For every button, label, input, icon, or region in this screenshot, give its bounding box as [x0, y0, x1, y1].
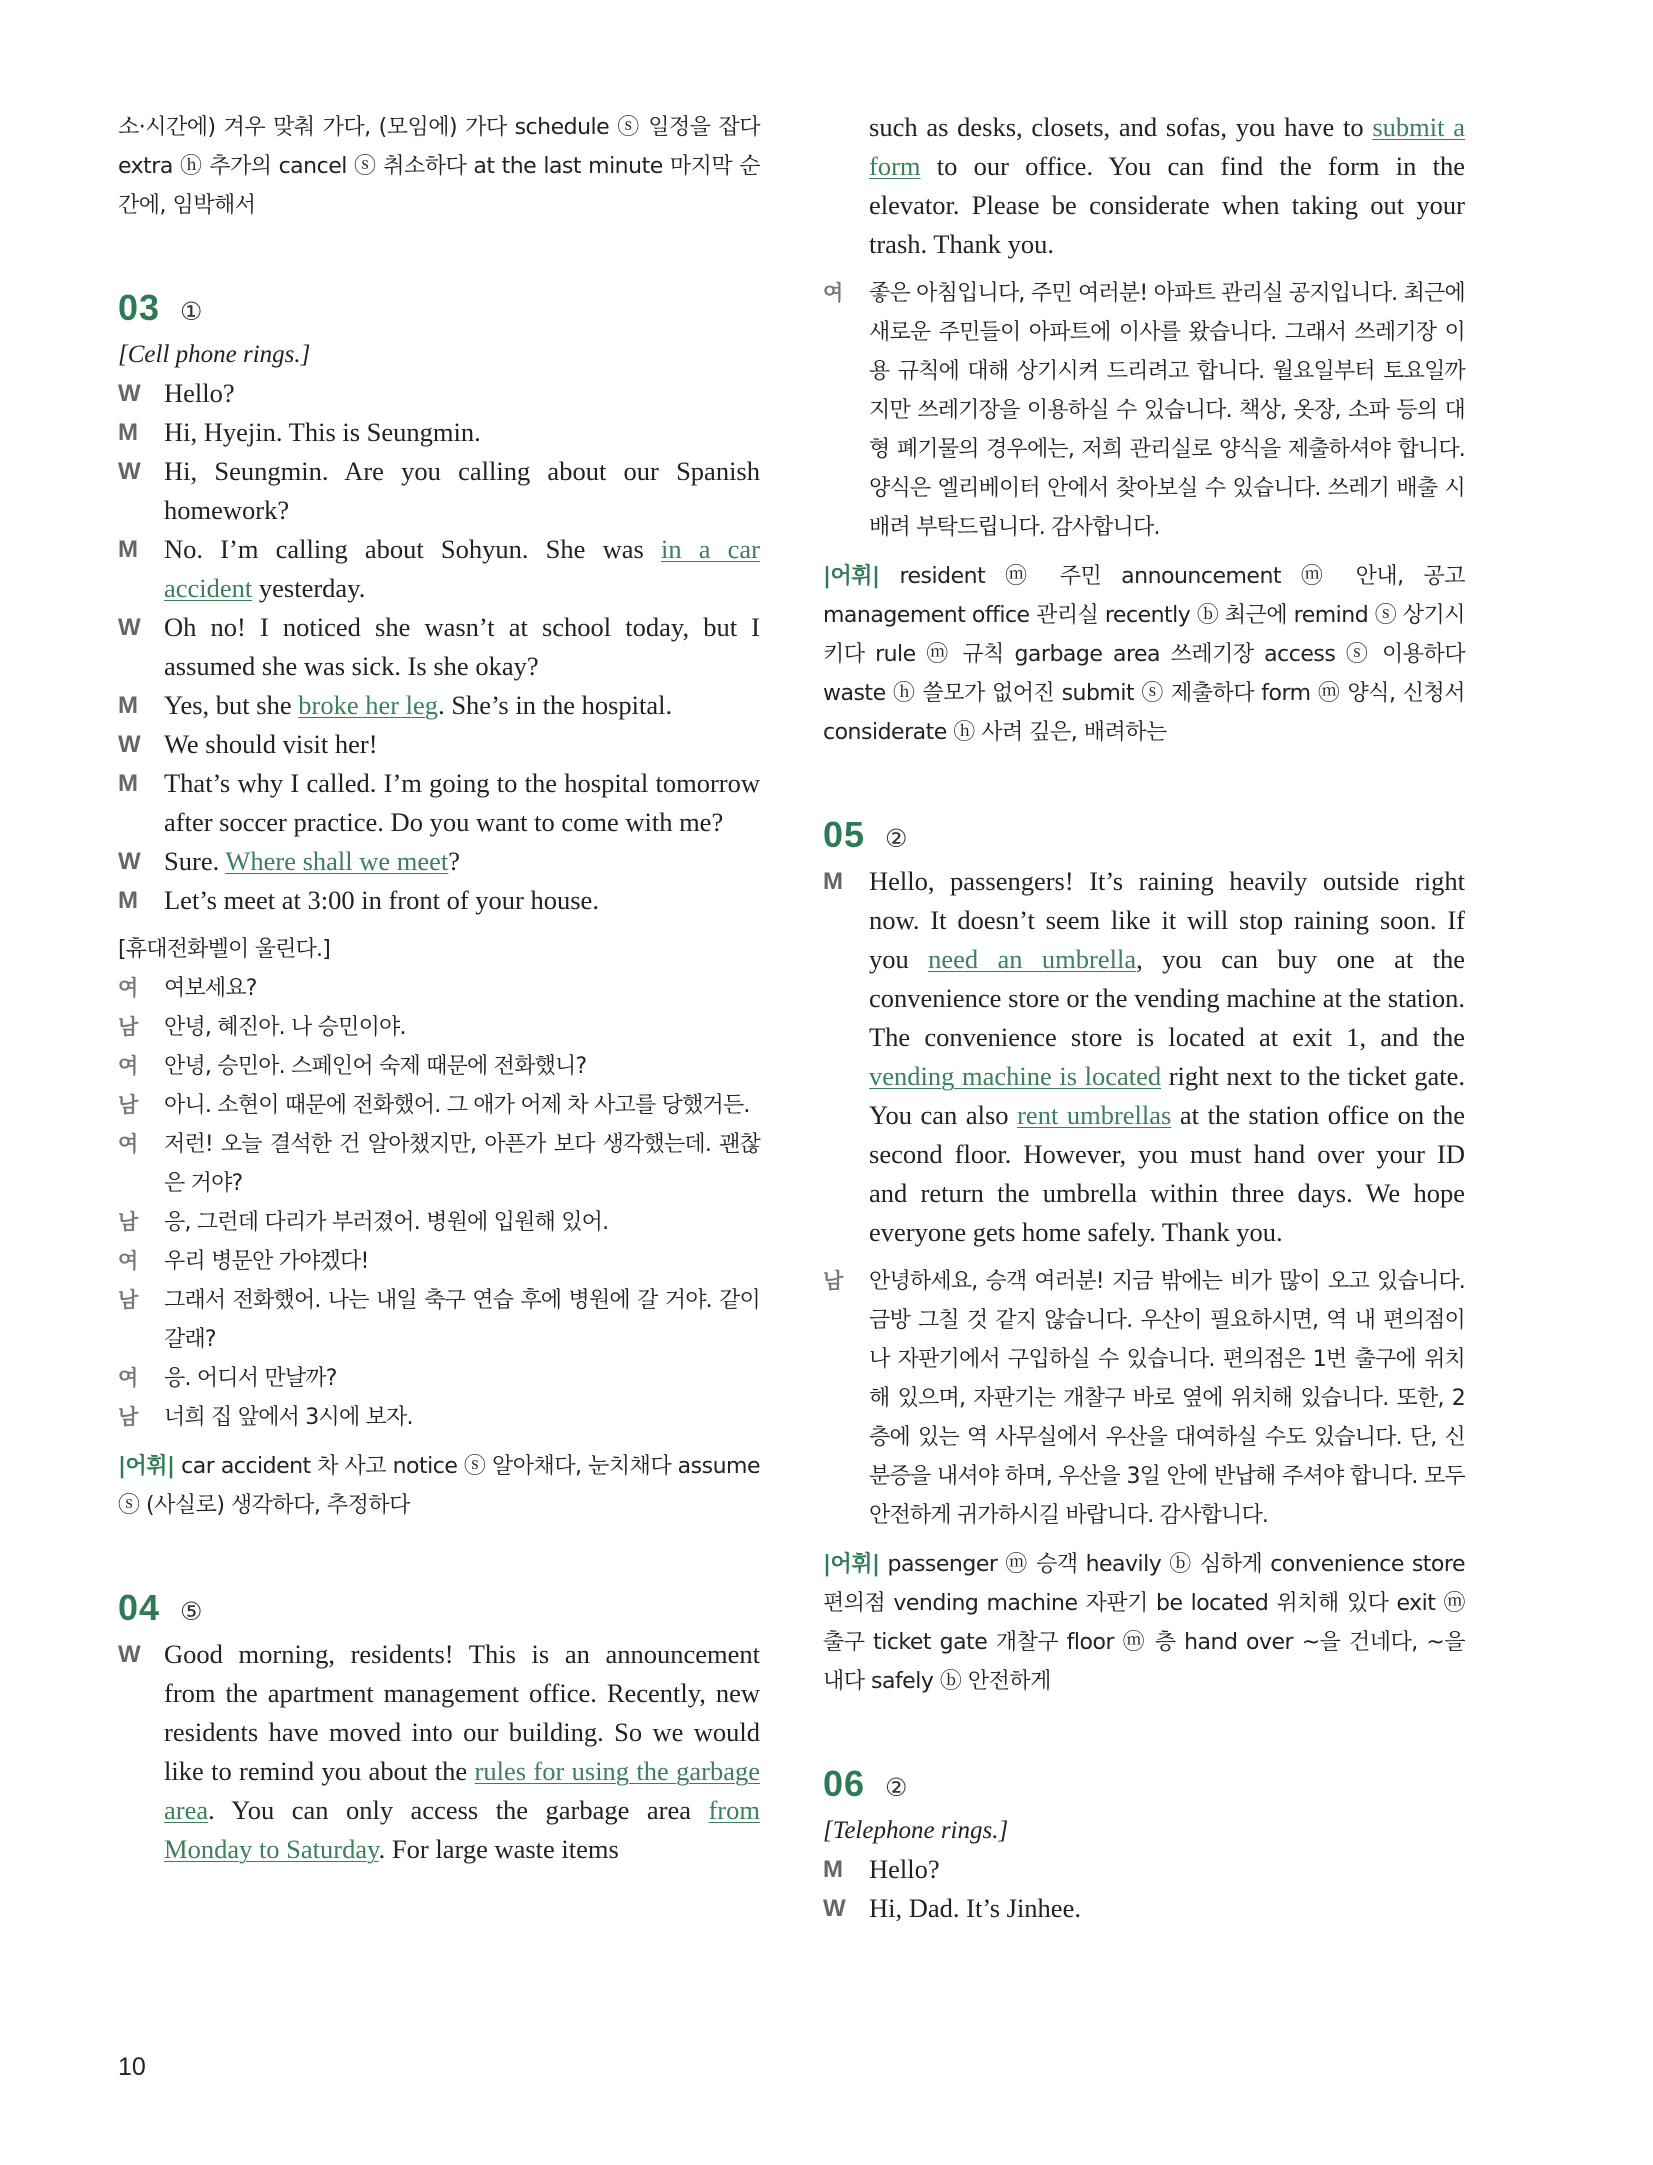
line-text — [164, 686, 760, 725]
section-number: 05 — [823, 814, 866, 855]
dialogue-line — [823, 1850, 1465, 1889]
dialogue-line-ko — [118, 1359, 760, 1398]
key-phrase: submit a form — [869, 112, 1465, 181]
dialogue-line — [118, 686, 760, 725]
line-text-ko: 안녕, 혜진아. 나 승민이야. — [164, 1015, 406, 1040]
vocab-box-03 — [118, 1447, 760, 1525]
section-number: 03 — [118, 287, 161, 328]
key-phrase: broke her leg — [298, 690, 439, 720]
dialogue-line — [118, 842, 760, 881]
speaker-label-ko: 남 — [823, 1269, 843, 1293]
section-03-header — [118, 287, 760, 329]
dialogue-line-ko — [118, 969, 760, 1008]
text-run: , you can buy one at the convenience store or the vending machine at the station. The convenience store is located at exit 1, and the — [869, 944, 1465, 1052]
speaker-label-ko: 여 — [118, 976, 138, 1000]
speaker-label: W — [118, 731, 141, 758]
speaker-label-ko: 남 — [118, 1015, 138, 1039]
line-text-ko: 안녕, 승민아. 스페인어 숙제 때문에 전화했니? — [164, 1054, 587, 1079]
key-phrase: in a car accident — [164, 534, 760, 603]
line-text-ko: 아니. 소현이 때문에 전화했어. 그 애가 어제 차 사고를 당했거든. — [164, 1093, 750, 1118]
line-text: Oh no! I noticed she wasn’t at school today, but I assumed she was sick. Is she okay? — [164, 612, 760, 681]
vocab-box-04 — [823, 557, 1465, 752]
speaker-label-ko: 여 — [118, 1366, 138, 1390]
announcement-05-ko — [823, 1262, 1465, 1535]
line-text: Hi, Hyejin. This is Seungmin. — [164, 417, 481, 447]
translation-text: 안녕하세요, 승객 여러분! 지금 밖에는 비가 많이 오고 있습니다. 금방 그칠 것 같지 않습니다. 우산이 필요하시면, 역 내 편의점이나 자판기에서 구입하실 수 있습니다. 편의점은 1번 출구에 위치해 있으며, 자판기는 개찰구 바로 옆에 위치해 있습니다. 또한, 2층에 있는 역 사무실에서 우산을 대여하실 수도 있습니다. 단, 신분증을 내셔야 하며, 우산을 3일 안에 반납해 주셔야 합니다. 모두 안전하게 귀가하시길 바랍니다. 감사합니다. — [869, 1269, 1465, 1528]
speaker-label: M — [823, 1856, 843, 1883]
text-run: . For large waste items — [378, 1834, 619, 1864]
speaker-label-ko: 남 — [118, 1210, 138, 1234]
stage-direction: [Telephone rings.] — [823, 1817, 1009, 1844]
vocab-text: car accident 차 사고 notice ⓢ 알아채다, 눈치채다 assume ⓢ (사실로) 생각하다, 추정하다 — [118, 1454, 760, 1518]
left-column — [118, 108, 760, 1869]
dialogue-line — [118, 530, 760, 608]
dialogue-line — [118, 413, 760, 452]
line-text-ko: 여보세요? — [164, 976, 257, 1001]
key-phrase: need an umbrella — [928, 944, 1137, 974]
text-run: at the station office on the second floor. However, you must hand over your ID and return the umbrella within three days. We hope everyone gets home safely. Thank you. — [869, 1100, 1466, 1247]
speaker-label-ko: 여 — [118, 1054, 138, 1078]
speaker-label: M — [118, 887, 138, 914]
key-phrase: rent umbrellas — [1017, 1100, 1172, 1130]
vocab-label: |어휘| — [118, 1454, 175, 1479]
vocab-label: |어휘| — [823, 1552, 880, 1577]
text-run: . She’s in the hospital. — [438, 690, 673, 720]
vocab-text: resident ⓜ 주민 announcement ⓜ 안내, 공고 management office 관리실 recently ⓑ 최근에 remind ⓢ 상기시키다 rule ⓜ 규칙 garbage area 쓰레기장 access ⓢ 이용하다 waste ⓗ 쓸모가 없어진 submit ⓢ 제출하다 form ⓜ 양식, 신청서 considerate ⓗ 사려 깊은, 배려하는 — [823, 564, 1465, 745]
announcement-text — [869, 862, 1465, 1252]
line-text: Hello? — [869, 1854, 940, 1884]
text-run: Yes, but she — [164, 690, 299, 720]
speaker-label: M — [118, 692, 138, 719]
line-text: Hello? — [164, 378, 235, 408]
line-text-ko: 응, 그런데 다리가 부러졌어. 병원에 입원해 있어. — [164, 1210, 609, 1235]
right-column — [823, 108, 1465, 1928]
answer-mark: ⑤ — [180, 1597, 203, 1626]
answer-mark: ① — [180, 297, 203, 326]
speaker-label: M — [823, 868, 843, 895]
speaker-label: W — [118, 380, 141, 407]
key-phrase: rules for using the garbage area — [164, 1756, 760, 1825]
speaker-label: M — [118, 536, 138, 563]
line-text: Hi, Dad. It’s Jinhee. — [869, 1893, 1081, 1923]
dialogue-line-ko — [118, 1281, 760, 1359]
line-text — [164, 530, 760, 608]
text-run: Hello, passengers! It’s raining heavily outside right now. It doesn’t seem like it will stop raining soon. If you — [869, 866, 1465, 974]
dialogue-line — [823, 1889, 1465, 1928]
speaker-label-ko: 남 — [118, 1093, 138, 1117]
dialogue-line — [118, 764, 760, 842]
line-text-ko: 너희 집 앞에서 3시에 보자. — [164, 1405, 413, 1430]
dialogue-line — [118, 608, 760, 686]
line-text: We should visit her! — [164, 729, 378, 759]
dialogue-line-ko — [118, 1008, 760, 1047]
vocab-box-05 — [823, 1545, 1465, 1701]
translation-text: 좋은 아침입니다, 주민 여러분! 아파트 관리실 공지입니다. 최근에 새로운 주민들이 아파트에 이사를 왔습니다. 그래서 쓰레기장 이용 규칙에 대해 상기시켜 드리려고 합니다. 월요일부터 토요일까지만 쓰레기장을 이용하실 수 있습니다. 책상, 옷장, 소파 등의 대형 폐기물의 경우에는, 저희 관리실로 양식을 제출하셔야 합니다. 양식은 엘리베이터 안에서 찾아보실 수 있습니다. 쓰레기 배출 시 배려 부탁드립니다. 감사합니다. — [869, 281, 1465, 540]
line-text: Let’s meet at 3:00 in front of your house. — [164, 885, 599, 915]
speaker-label: M — [118, 419, 138, 446]
key-phrase: Where shall we meet — [225, 846, 449, 876]
vocab-text: passenger ⓜ 승객 heavily ⓑ 심하게 convenience store 편의점 vending machine 자판기 be located 위치해 있다 exit ⓜ 출구 ticket gate 개찰구 floor ⓜ 층 hand over ~을 건네다, ~을 내다 safely ⓑ 안전하게 — [823, 1552, 1465, 1694]
section-number: 06 — [823, 1763, 866, 1804]
line-text-ko: 우리 병문안 가야겠다! — [164, 1249, 369, 1274]
text-run: ? — [448, 846, 461, 876]
text-run: such as desks, closets, and sofas, you have to — [869, 112, 1373, 142]
dialogue-line — [118, 374, 760, 413]
speaker-label: M — [118, 770, 138, 797]
speaker-label-ko: 여 — [118, 1132, 138, 1156]
text-run: No. I’m calling about Sohyun. She was — [164, 534, 661, 564]
text-run: yesterday. — [252, 573, 366, 603]
dialogue-line-ko — [118, 1242, 760, 1281]
line-text — [164, 842, 760, 881]
speaker-label-ko: 여 — [118, 1249, 138, 1273]
page-number: 10 — [118, 2053, 146, 2081]
speaker-label: W — [118, 1641, 141, 1668]
dialogue-line — [118, 725, 760, 764]
dialogue-line-ko — [118, 1086, 760, 1125]
text-run: right next to the ticket gate. You can also — [869, 1061, 1465, 1130]
announcement-04-part2 — [823, 108, 1465, 264]
stage-direction: [Cell phone rings.] — [118, 341, 311, 368]
text-run: to our office. You can find the form in the elevator. Please be considerate when taking out your trash. Thank you. — [869, 151, 1465, 259]
carryover-vocab: 소·시간에) 겨우 맞춰 가다, (모임에) 가다 schedule ⓢ 일정을 잡다 extra ⓗ 추가의 cancel ⓢ 취소하다 at the last minute 마지막 순간에, 임박해서 — [118, 115, 760, 218]
text-run: Sure. — [164, 846, 226, 876]
text-run: . You can only access the garbage area — [208, 1795, 709, 1825]
dialogue-line-ko — [118, 1125, 760, 1203]
announcement-text — [164, 1635, 760, 1869]
speaker-label-ko: 여 — [823, 281, 843, 305]
section-06-header — [823, 1763, 1465, 1805]
announcement-04-ko — [823, 274, 1465, 547]
announcement-04-part1 — [118, 1635, 760, 1869]
text-run: Good morning, residents! This is an announcement from the apartment management office. Recently, new residents have moved into our building. So we would like to remind you about the — [164, 1639, 760, 1786]
speaker-label-ko: 남 — [118, 1288, 138, 1312]
line-text-ko: 저런! 오늘 결석한 건 알아챘지만, 아픈가 보다 생각했는데. 괜찮은 거야? — [164, 1132, 760, 1196]
answer-mark: ② — [885, 824, 908, 853]
speaker-label: W — [823, 1895, 846, 1922]
section-04-header — [118, 1587, 760, 1629]
stage-direction-ko: [휴대전화벨이 울린다.] — [118, 937, 331, 962]
key-phrase: from Monday to Saturday — [164, 1795, 760, 1864]
dialogue-line-ko — [118, 1398, 760, 1437]
speaker-label: W — [118, 848, 141, 875]
speaker-label: W — [118, 614, 141, 641]
announcement-text — [869, 108, 1465, 264]
dialogue-line-ko — [118, 1047, 760, 1086]
dialogue-line — [118, 881, 760, 920]
section-05-header — [823, 814, 1465, 856]
dialogue-line — [118, 452, 760, 530]
speaker-label-ko: 남 — [118, 1405, 138, 1429]
vocab-label: |어휘| — [823, 564, 880, 589]
key-phrase: vending machine is located — [869, 1061, 1162, 1091]
line-text-ko: 응. 어디서 만날까? — [164, 1366, 337, 1391]
answer-mark: ② — [885, 1773, 908, 1802]
announcement-05 — [823, 862, 1465, 1252]
line-text-ko: 그래서 전화했어. 나는 내일 축구 연습 후에 병원에 갈 거야. 같이 갈래? — [164, 1288, 760, 1352]
line-text: That’s why I called. I’m going to the hospital tomorrow after soccer practice. Do you want to come with me? — [164, 768, 760, 837]
section-number: 04 — [118, 1587, 161, 1628]
dialogue-line-ko — [118, 1203, 760, 1242]
speaker-label: W — [118, 458, 141, 485]
line-text: Hi, Seungmin. Are you calling about our Spanish homework? — [164, 456, 760, 525]
